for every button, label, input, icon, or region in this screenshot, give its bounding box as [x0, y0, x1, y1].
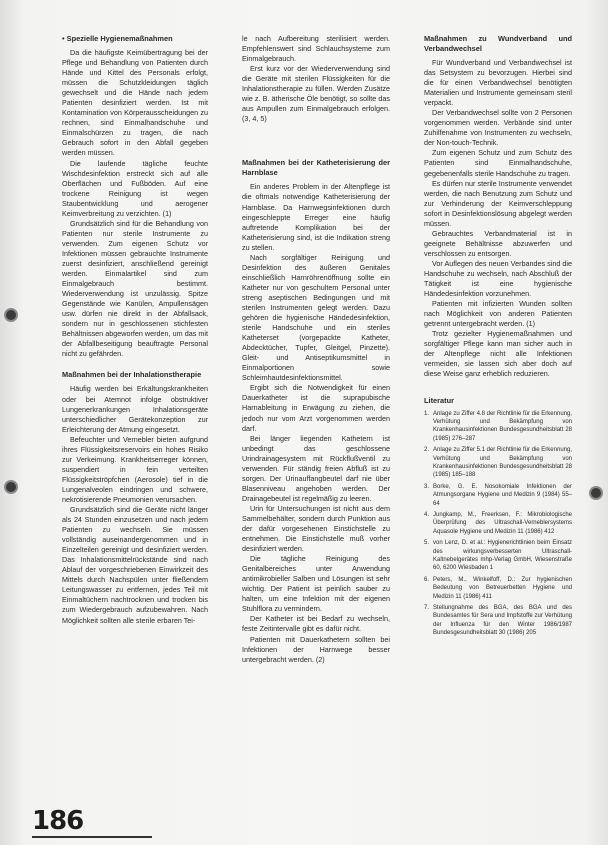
paragraph: Zum eigenen Schutz und zum Schutz des Patienten sind Einmalhandschuhe, gegebenenfalls sterile Handschuhe zu tragen. [424, 148, 572, 178]
paragraph: Für Wundverband und Verbandwechsel ist das Setsystem zu bevorzugen. Hierbei sind die für einen Verbandwechsel benötigten Materialien und Instrumente gemeinsam steril verpackt. [424, 58, 572, 108]
reference-text: von Lenz, D. et al.: Hygienerichtlinien beim Einsatz des wirkungsverbesserten Ultraschall-Kaltnebelgerätes mhp-Verlag GmbH, Wiesenstraße 60, 6200 Wiesbaden 1 [433, 540, 572, 572]
reference-text: Anlage zu Ziffer 5.1 der Richtlinie für die Erkennung, Verhütung und Bekämpfung von Krankenhausinfektionen Bundesgesundheitsblatt 28 (1985) 185–188 [433, 447, 572, 479]
punch-hole-bottom [6, 482, 16, 492]
paragraph: Ergibt sich die Notwendigkeit für einen Dauerkatheter ist die suprapubische Harnableitung in Erwägung zu ziehen, die jedoch nur vom Arzt vorgenommen werden darf. [242, 383, 390, 433]
paragraph: Gebrauchtes Verbandmaterial ist in geeignete Behältnisse abzuwerfen und verschlossen zu entsorgen. [424, 228, 572, 258]
punch-hole-top [6, 310, 16, 320]
literature-heading: Literatur [424, 395, 454, 405]
reference-number: 5. [424, 540, 430, 547]
section-heading: Maßnahmen bei der Katheterisierung der Harnblase [242, 158, 390, 178]
paragraph: Ein anderes Problem in der Altenpflege ist die oftmals notwendige Katheterisierung der Harnblase. Da Harnwegsinfektionen durch eingeschleppte Erreger eine häufig auftretende Komplikation bei der Katheterisierung sind, ist die Indikation streng zu stellen. [242, 182, 390, 252]
reference-text: Stellungnahme des BGA, des BGA und des Bundesamtes für Sera und Impfstoffe zur Verhütung der Influenza für den Winter 1986/1987 Bundesgesundheitsblatt 30 (1986) 205 [433, 605, 572, 637]
reference-number: 6. [424, 576, 430, 583]
paragraph: Erst kurz vor der Wiederverwendung sind die Geräte mit sterilen Flüssigkeiten für die Inhalationstherapie zu füllen. Werden Zusätze wie z. B. ätherische Öle benötigt, so sollte das aus Ampullen zum Einmalgebrauch erfolgen. (3, 4, 5) [242, 64, 390, 124]
section-heading: Maßnahmen zu Wundverband und Verbandwechsel [424, 34, 572, 53]
paragraph: Nach sorgfältiger Reinigung und Desinfektion des äußeren Genitales einschließlich Harnröhrenöffnung sollte ein Katheter nur von geschultem Personal unter streng aseptischen Bedingungen und mit sterilen Instrumenten gelegt werden. Dazu gehören die hygienische Händedesinfektion, sterile Handschuhe und ein steriles Katheterset (vorgepackte Katheter, Abdecktücher, Tupfer, Gleitgel, Pinzette). Gleit- und Antiseptikumsmittel in Einmalportionen sowie Schleimhautdesinfektionsmittel. [242, 252, 390, 383]
paragraph: Es dürfen nur sterile Instrumente verwendet werden, die nach Benutzung zum Schutz und zur Verhinderung der Keimverschleppung sofort in Desinfektionslösung abgelegt werden müssen. [424, 178, 572, 228]
section-heading: Maßnahmen bei der Inhalationstherapie [62, 370, 202, 380]
paragraph: Häufig werden bei Erkältungskrankheiten oder bei Atemnot infolge obstruktiver Lungenerkrankungen Inhalationsgeräte unterschiedlicher Gerätekonzeption zur Erleichterung der Atmung eingesetzt. [62, 384, 208, 434]
text-column-2 [242, 34, 390, 665]
paragraph: Da die häufigste Keimübertragung bei der Pflege und Behandlung von Patienten durch Hände und Kittel des Personals erfolgt, müssen die Schutzkleidungen täglich gewechselt und die Hände nach jedem Patienten desinfiziert werden. Ist mit Kontamination von Körperausscheidungen zu rechnen, sind Einmalhandschuhe und Einmalschürzen zu tragen, die nach Gebrauch sofort in den Abfall gegeben werden müssen. [62, 48, 208, 158]
reference-item [424, 410, 572, 444]
reference-text: Anlage zu Ziffer 4.8 der Richtlinie für die Erkennung, Verhütung und Bekämpfung von Krankenhausinfektionen Bundesgesundheitsblatt 28 (1985) 276–287 [433, 410, 572, 442]
reference-text: Borke, G. E. Nosokomiale Infektionen der Atmungsorgane Hygiene und Medizin 9 (1984) 55–64 [433, 483, 572, 507]
text-column-1 [62, 34, 208, 626]
paragraph: Die laufende tägliche feuchte Wischdesinfektion erstreckt sich auf alle Oberflächen und Fußböden. Auf eine trockene Reinigung ist wegen Staubentwicklung und aerogener Keimverbreitung zu verzichten. (1) [62, 158, 208, 218]
section-heading: • Spezielle Hygienemaßnahmen [62, 34, 173, 43]
reference-text: Peters, M., Winkelfoff, D.: Zur hygienischen Bedeutung von Betreuerbetten Hygiene und Medizin 11 (1986) 411 [433, 576, 572, 600]
paragraph: Urin für Untersuchungen ist nicht aus dem Sammelbehälter, sondern durch Punktion aus der dafür vorgesehenen Einstichstelle zu entnehmen. Die Einstichstelle muß vorher desinfiziert werden. [242, 503, 390, 554]
paragraph: Patienten mit Dauerkathetern sollten bei Infektionen der Harnwege besser untergebracht werden. (2) [242, 634, 390, 664]
paragraph: Grundsätzlich sind die Geräte nicht länger als 24 Stunden einzusetzen und nach jedem Patienten zu wechseln. Sie müssen vollständig auseinandergenommen und in Einzelteilen gereinigt und desinfiziert werden. Das Inhalationsmittelrückstände sind nach Ablauf der vorgeschriebenen Einwirkzeit des Mittels durch Nachspülen unter fließendem Leitungswasser zu entfernen, jedes Teil mit Einmaltüchern nachtrocknen und trocken bis zum Wiedergebrauch aufzubewahren. Nach Möglichkeit sollten alle sterile erbaren Tei- [62, 505, 208, 625]
reference-item [424, 483, 572, 508]
paragraph: le nach Aufbereitung sterilisiert werden. Empfehlenswert sind Schlauchsysteme zum Einmalgebrauch. [242, 34, 390, 64]
paragraph: Trotz gezielter Hygienemaßnahmen und sorgfältiger Pflege kann man sicher auch in der Altenpflege nicht alle Infektionen vermeiden, sie lassen sich aber doch auf diese Weise ganz erheblich reduzieren. [424, 329, 572, 379]
reference-number: 4. [424, 511, 430, 518]
reference-item [424, 446, 572, 480]
paragraph: Grundsätzlich sind für die Behandlung von Patienten nur sterile Instrumente zu verwenden. Zum eigenen Schutz vor Infektionen müssen gebrauchte Instrumente zuerst desinfiziert, anschließend gereinigt werden. Einmalartikel sind zum Einmalgebrauch bestimmt. Wiederverwendung ist unzulässig. Spitze Gegenstände wie Kanülen, Ampullensägen usw. dürfen nie direkt in der Abfallsack, sondern nur in geschlossenen stichfesten Behältnissen abgeworfen werden, um das mit der Abfallbeseitigung beauftragte Personal nicht zu gefährden. [62, 218, 208, 359]
text-column-3 [424, 34, 572, 641]
page-number-underline [32, 836, 152, 838]
reference-item [424, 539, 572, 573]
reference-item [424, 604, 572, 638]
reference-number: 1. [424, 410, 430, 417]
reference-number: 3. [424, 483, 430, 490]
paragraph: Vor Auflegen des neuen Verbandes sind die Handschuhe zu wechseln, nach Abschluß der Tätigkeit ist eine hygienische Händedesinfektion vorzunehmen. [424, 258, 572, 299]
punch-hole-right [591, 488, 601, 498]
reference-number: 2. [424, 447, 430, 454]
paragraph: Befeuchter und Vernebler bieten aufgrund ihres Flüssigkeitsreservoirs ein hohes Risiko zur Verkeimung. Krankheitserreger können, suspendiert in fein verteilten Flüssigkeitströpfchen (Aerosole) tief in die Lungenalveolen eindringen und schwere, nekrotisierende Pneumonien verursachen. [62, 434, 208, 504]
page-number: 186 [32, 806, 84, 836]
reference-item [424, 576, 572, 601]
reference-item [424, 511, 572, 536]
paragraph: Der Katheter ist bei Bedarf zu wechseln, feste Zeitintervalle gibt es dafür nicht. [242, 614, 390, 634]
reference-number: 7. [424, 605, 430, 612]
paragraph: Der Verbandwechsel sollte von 2 Personen vorgenommen werden. Verbände sind unter Zuhilfenahme von Instrumenten zu wechseln, der Non-touch-Technik. [424, 108, 572, 148]
paragraph: Patienten mit infizierten Wunden sollten nach Möglichkeit von anderen Patienten getrennt untergebracht werden. (1) [424, 299, 572, 329]
reference-list [424, 410, 572, 638]
paragraph: Die tägliche Reinigung des Genitalbereiches unter Anwendung antimikrobieller Salben und Lösungen ist sehr wichtig. Der Patient ist peinlich sauber zu halten, um eine Infektion mit der eigenen Stuhlflora zu vermindern. [242, 554, 390, 614]
reference-text: Jungkamp, M., Freerksen, F.: Mikrobiologische Überprüfung des Ultraschall-Verneblersystems Aquasole Hygiene und Medizin 11 (1986) 412 [433, 511, 572, 535]
paragraph: Bei länger liegenden Kathetern ist unbedingt das geschlossene Urindrainagesystem mit Rückflußventil zu verwenden. Für ständig freien Abfluß ist zu sorgen. Der Urinauffangbeutel darf nie über Blasenniveau angehoben werden. Der Drainagebeutel ist regelmäßig zu leeren. [242, 433, 390, 503]
